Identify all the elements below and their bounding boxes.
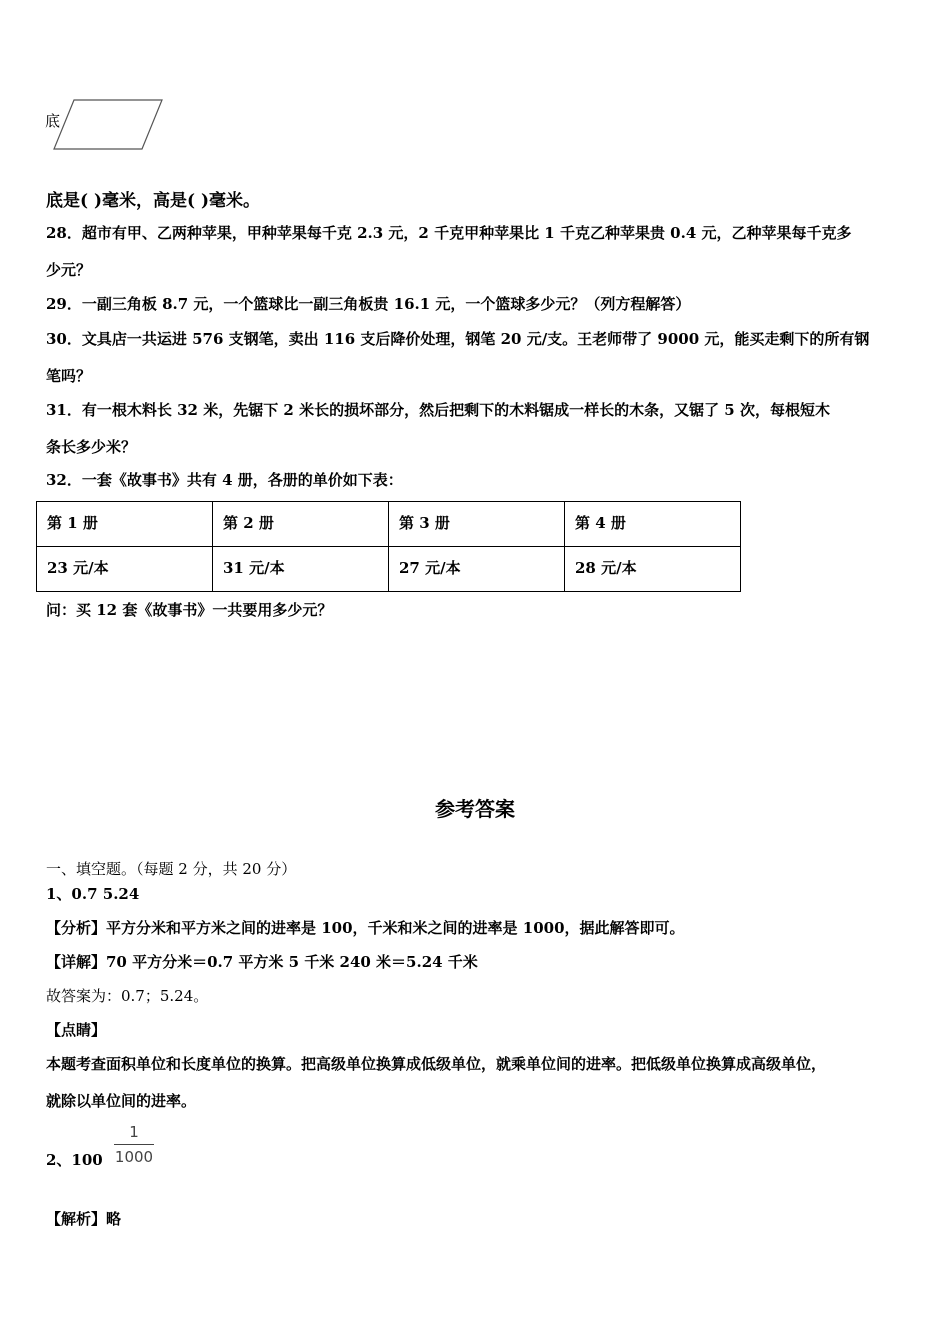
answer-2-fraction xyxy=(114,1122,154,1167)
table-cell: 27 元/本 xyxy=(389,547,565,592)
table-cell: 第 4 册 xyxy=(565,502,741,547)
table-cell: 23 元/本 xyxy=(37,547,213,592)
parallelogram-figure xyxy=(44,94,169,158)
question-32-ask: 问：买 12 套《故事书》一共要用多少元？ xyxy=(46,601,333,619)
answer-1: 1、0.7 5.24 xyxy=(46,885,140,903)
question-28-line1: 28．超市有甲、乙两种苹果，甲种苹果每千克 2.3 元，2 千克甲种苹果比 1 千克乙种苹果贵 0.4 元，乙种苹果每千克多 xyxy=(46,224,852,242)
fraction-bar xyxy=(114,1144,154,1145)
answer-1-analysis: 【分析】平方分米和平方米之间的进率是 100，千米和米之间的进率是 1000，据此解答即可。 xyxy=(46,919,685,937)
table-cell: 31 元/本 xyxy=(213,547,389,592)
question-28-line2: 少元？ xyxy=(46,261,92,279)
question-31-line1: 31．有一根木料长 32 米，先锯下 2 米长的损坏部分，然后把剩下的木料锯成一样长的木条，又锯了 5 次，每根短木 xyxy=(46,401,830,419)
fraction-denominator: 1000 xyxy=(114,1148,154,1166)
table-cell: 28 元/本 xyxy=(565,547,741,592)
table-cell: 第 3 册 xyxy=(389,502,565,547)
price-table xyxy=(36,501,741,592)
question-30-line2: 笔吗？ xyxy=(46,367,92,385)
answer-1-point-label: 【点睛】 xyxy=(46,1021,107,1039)
question-30-line1: 30．文具店一共运进 576 支钢笔，卖出 116 支后降价处理，钢笔 20 元/支。王老师带了 9000 元，能买走剩下的所有钢 xyxy=(46,330,870,348)
figure-label-base: 底 xyxy=(45,112,61,130)
answer-section-heading: 一、填空题。（每题 2 分，共 20 分） xyxy=(46,860,297,878)
answer-2: 2、100 xyxy=(46,1151,103,1169)
question-31-line2: 条长多少米？ xyxy=(46,438,137,456)
table-cell: 第 1 册 xyxy=(37,502,213,547)
fraction-numerator: 1 xyxy=(129,1123,139,1141)
blank-line: 底是( )毫米，高是( )毫米。 xyxy=(46,191,261,211)
answer-key-title: 参考答案 xyxy=(435,797,515,821)
table-cell: 第 2 册 xyxy=(213,502,389,547)
answer-1-detail: 【详解】70 平方分米＝0.7 平方米 5 千米 240 米＝5.24 千米 xyxy=(46,953,478,971)
answer-2-analysis: 【解析】略 xyxy=(46,1210,122,1228)
question-32: 32．一套《故事书》共有 4 册，各册的单价如下表： xyxy=(46,471,403,489)
table-row xyxy=(37,502,741,547)
answer-1-point-line2: 就除以单位间的进率。 xyxy=(46,1092,197,1110)
answer-1-final: 故答案为：0.7；5.24。 xyxy=(46,987,209,1005)
question-29: 29．一副三角板 8.7 元，一个篮球比一副三角板贵 16.1 元，一个篮球多少元？（列方程解答） xyxy=(46,295,691,313)
answer-1-point-line1: 本题考查面积单位和长度单位的换算。把高级单位换算成低级单位，就乘单位间的进率。把低级单位换算成高级单位， xyxy=(46,1055,827,1073)
parallelogram-shape xyxy=(44,94,169,154)
table-row xyxy=(37,547,741,592)
